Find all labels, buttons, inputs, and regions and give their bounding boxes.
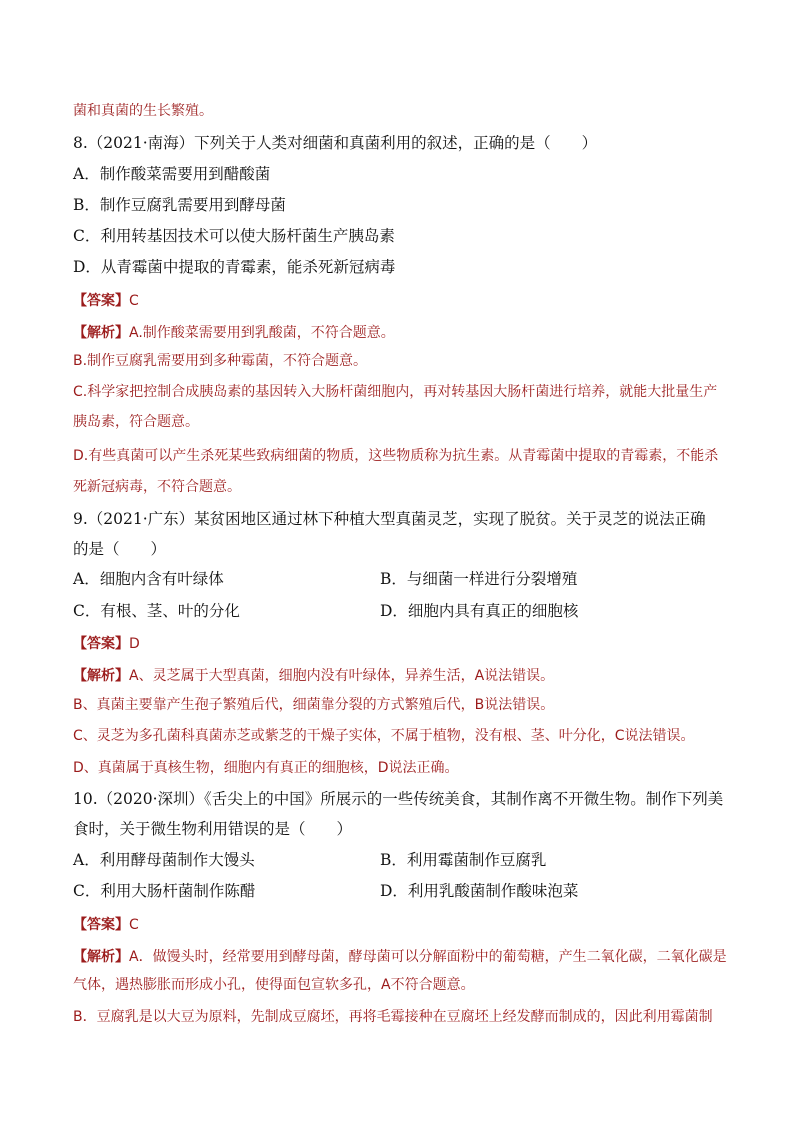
- q9-option-b: B．与细菌一样进行分裂增殖: [380, 570, 578, 588]
- q9-analysis-4: D、真菌属于真核生物，细胞内有真正的细胞核，D说法正确。: [73, 760, 459, 776]
- q8-analysis-6: 死新冠病毒，不符合题意。: [73, 479, 241, 495]
- q8-answer: [73, 290, 139, 310]
- q9-stem-1: 9.（2021·广东）某贫困地区通过林下种植大型真菌灵芝，实现了脱贫。关于灵芝的说法正确: [73, 510, 706, 528]
- analysis-label: 【解析】: [73, 949, 129, 965]
- q10-answer: [73, 914, 139, 934]
- analysis-text: A．做馒头时，经常要用到酵母菌，酵母菌可以分解面粉中的葡萄糖，产生二氧化碳，二氧化碳是: [129, 949, 727, 965]
- q10-analysis-3: B．豆腐乳是以大豆为原料，先制成豆腐坯，再将毛霉接种在豆腐坯上经发酵而制成的，因此利用霉菌制: [73, 1009, 713, 1025]
- q10-option-b: B．利用霉菌制作豆腐乳: [380, 851, 547, 869]
- q8-option-c: C．利用转基因技术可以使大肠杆菌生产胰岛素: [73, 227, 395, 245]
- q10-stem-2: 食时，关于微生物利用错误的是（ ）: [73, 820, 353, 838]
- q8-analysis-5: D.有些真菌可以产生杀死某些致病细菌的物质，这些物质称为抗生素。从青霉菌中提取的青霉素，不能杀: [73, 448, 719, 464]
- answer-label: 【答案】: [73, 636, 129, 652]
- q10-option-c: C．利用大肠杆菌制作陈醋: [73, 882, 256, 900]
- analysis-text: A、灵芝属于大型真菌，细胞内没有叶绿体，异养生活，A说法错误。: [129, 668, 555, 684]
- q8-analysis-1: [73, 322, 395, 342]
- q8-option-d: D．从青霉菌中提取的青霉素，能杀死新冠病毒: [73, 258, 396, 276]
- q8-analysis-3: C.科学家把控制合成胰岛素的基因转入大肠杆菌细胞内，再对转基因大肠杆菌进行培养，就能大批量生产: [73, 384, 718, 400]
- answer-value: C: [129, 293, 139, 309]
- q9-option-d: D．细胞内具有真正的细胞核: [380, 602, 579, 620]
- q10-option-d: D．利用乳酸菌制作酸味泡菜: [380, 882, 579, 900]
- q10-option-a: A．利用酵母菌制作大馒头: [73, 851, 255, 869]
- answer-label: 【答案】: [73, 917, 129, 933]
- answer-label: 【答案】: [73, 293, 129, 309]
- q9-analysis-1: [73, 665, 554, 685]
- analysis-text: A.制作酸菜需要用到乳酸菌，不符合题意。: [129, 325, 395, 341]
- q8-analysis-4: 胰岛素，符合题意。: [73, 414, 199, 430]
- answer-value: D: [129, 636, 140, 652]
- q10-analysis-1: [73, 946, 727, 966]
- q8-option-a: A．制作酸菜需要用到醋酸菌: [73, 165, 271, 183]
- q8-analysis-2: B.制作豆腐乳需要用到多种霉菌，不符合题意。: [73, 353, 368, 369]
- q9-option-a: A．细胞内含有叶绿体: [73, 570, 224, 588]
- q10-stem-1: 10.（2020·深圳）《舌尖上的中国》所展示的一些传统美食，其制作离不开微生物。制作下列美: [73, 790, 724, 808]
- answer-value: C: [129, 917, 139, 933]
- q8-option-b: B．制作豆腐乳需要用到酵母菌: [73, 196, 286, 214]
- q9-analysis-2: B、真菌主要靠产生孢子繁殖后代，细菌靠分裂的方式繁殖后代，B说法错误。: [73, 697, 555, 713]
- analysis-label: 【解析】: [73, 325, 129, 341]
- analysis-label: 【解析】: [73, 668, 129, 684]
- q9-stem-2: 的是（ ）: [73, 540, 167, 558]
- q9-analysis-3: C、灵芝为多孔菌科真菌赤芝或紫芝的干燥子实体，不属于植物，没有根、茎、叶分化，C说法错误。: [73, 728, 695, 744]
- q10-analysis-2: 气体，遇热膨胀而形成小孔，使得面包宣软多孔，A不符合题意。: [73, 977, 475, 993]
- q9-answer: [73, 633, 140, 653]
- q8-stem: 8.（2021·南海）下列关于人类对细菌和真菌利用的叙述，正确的是（ ）: [73, 134, 598, 152]
- continued-analysis-line: 菌和真菌的生长繁殖。: [73, 103, 213, 119]
- q9-option-c: C．有根、茎、叶的分化: [73, 602, 240, 620]
